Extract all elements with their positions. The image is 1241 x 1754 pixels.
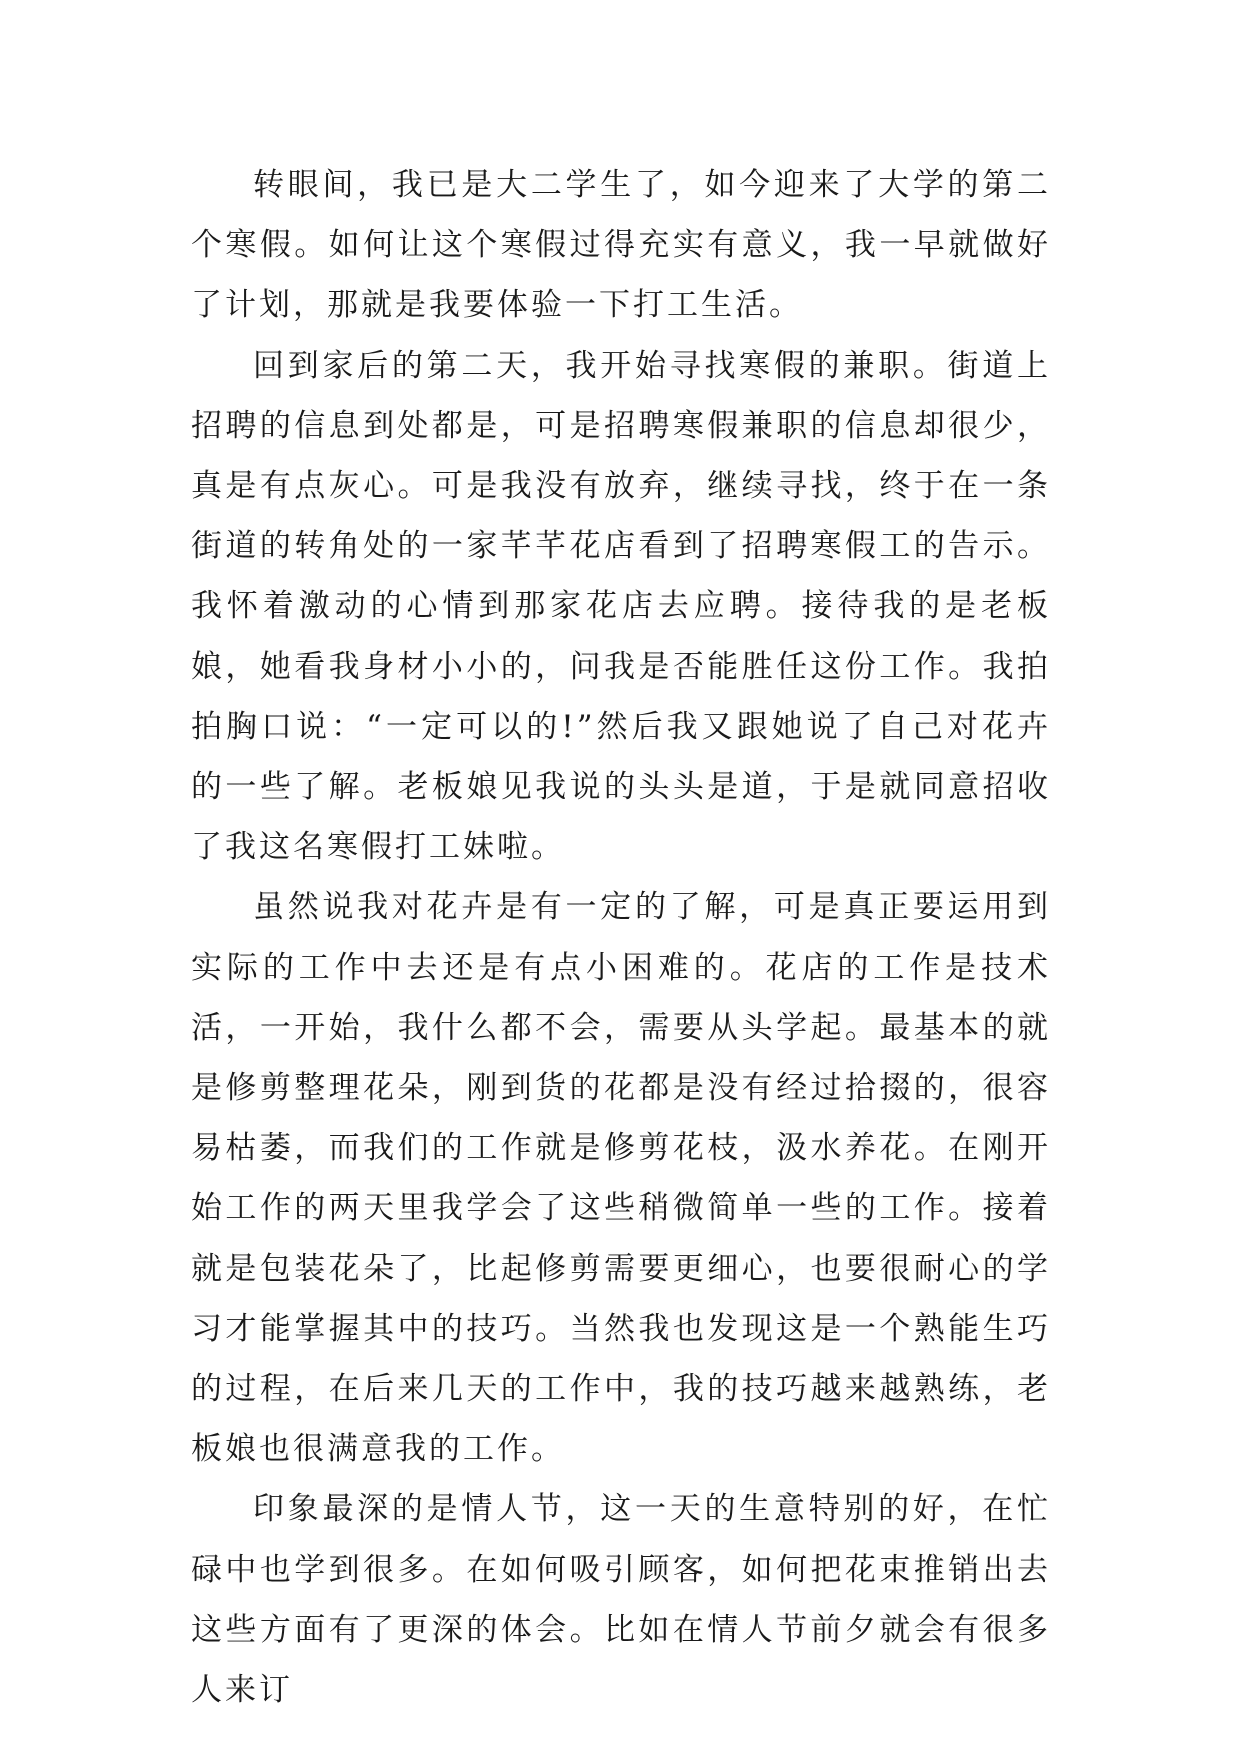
paragraph-1: 转眼间，我已是大二学生了，如今迎来了大学的第二个寒假。如何让这个寒假过得充实有意义，我一早就做好了计划，那就是我要体验一下打工生活。 (191, 167, 1051, 324)
paragraph-3: 虽然说我对花卉是有一定的了解，可是真正要运用到实际的工作中去还是有点小困难的。花店的工作是技术活，一开始，我什么都不会，需要从头学起。最基本的就是修剪整理花朵，刚到货的花都是没有经过拾掇的，很容易枯萎，而我们的工作就是修剪花枝，汲水养花。在刚开始工作的两天里我学会了这些稍微简单一些的工作。接着就是包装花朵了，比起修剪需要更细心，也要很耐心的学习才能掌握其中的技巧。当然我也发现这是一个熟能生巧的过程，在后来几天的工作中，我的技巧越来越熟练，老板娘也很满意我的工作。 (191, 889, 1051, 1468)
paragraph-2: 回到家后的第二天，我开始寻找寒假的兼职。街道上招聘的信息到处都是，可是招聘寒假兼职的信息却很少，真是有点灰心。可是我没有放弃，继续寻找，终于在一条街道的转角处的一家芊芊花店看到了招聘寒假工的告示。我怀着激动的心情到那家花店去应聘。接待我的是老板娘，她看我身材小小的，问我是否能胜任这份工作。我拍拍胸口说：“一定可以的!”然后我又跟她说了自己对花卉的一些了解。老板娘见我说的头头是道，于是就同意招收了我这名寒假打工妹啦。 (191, 347, 1051, 866)
paragraph-4: 印象最深的是情人节，这一天的生意特别的好，在忙碌中也学到很多。在如何吸引顾客，如何把花束推销出去这些方面有了更深的体会。比如在情人节前夕就会有很多人来订 (191, 1491, 1051, 1709)
document-body (191, 155, 1051, 1720)
